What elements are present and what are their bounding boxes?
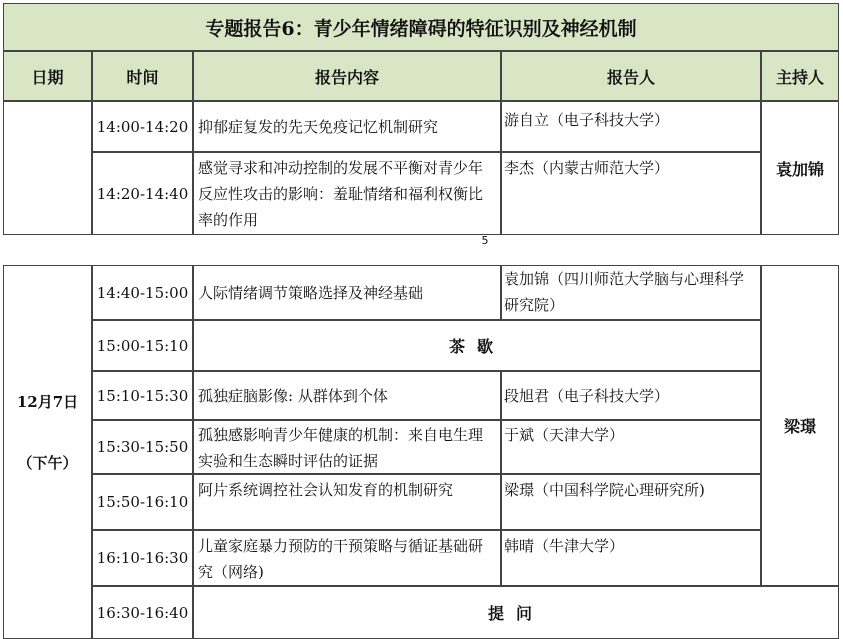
reporter: 韩晴（牛津大学） — [501, 530, 761, 586]
time-cell: 15:30-15:50 — [92, 420, 193, 474]
talk-title: 抑郁症复发的先天免疫记忆机制研究 — [193, 101, 501, 152]
talk-title: 儿童家庭暴力预防的干预策略与循证基础研究（网络) — [193, 530, 501, 586]
time-cell: 14:40-15:00 — [92, 265, 193, 320]
time-cell: 15:10-15:30 — [92, 371, 193, 420]
reporter: 李杰（内蒙古师范大学） — [501, 152, 761, 235]
talk-title: 感觉寻求和冲动控制的发展不平衡对青少年反应性攻击的影响：羞耻情绪和福利权衡比率的作用 — [193, 152, 501, 235]
page-number: 5 — [481, 234, 489, 247]
header-host: 主持人 — [761, 51, 839, 101]
time-cell: 15:50-16:10 — [92, 474, 193, 530]
header-content: 报告内容 — [193, 51, 501, 101]
host-cell: 袁加锦 — [761, 101, 839, 235]
date-label: 12月7日 — [16, 393, 79, 411]
talk-title: 孤独感影响青少年健康的机制：来自电生理实验和生态瞬时评估的证据 — [193, 420, 501, 474]
reporter: 游自立（电子科技大学） — [501, 101, 761, 152]
talk-title: 孤独症脑影像: 从群体到个体 — [193, 371, 501, 420]
date-cell — [3, 265, 92, 639]
session-title: 专题报告6：青少年情绪障碍的特征识别及神经机制 — [3, 3, 839, 51]
header-reporter: 报告人 — [501, 51, 761, 101]
header-date: 日期 — [3, 51, 92, 101]
host-cell: 梁璟 — [761, 265, 839, 586]
reporter: 梁璟（中国科学院心理研究所) — [501, 474, 761, 530]
time-cell: 14:00-14:20 — [92, 101, 193, 152]
time-cell: 14:20-14:40 — [92, 152, 193, 235]
date-cell-empty — [3, 101, 92, 235]
reporter: 袁加锦（四川师范大学脑与心理科学研究院） — [501, 265, 761, 320]
qa-session: 提问 — [193, 586, 839, 639]
reporter: 于斌（天津大学） — [501, 420, 761, 474]
time-cell: 15:00-15:10 — [92, 320, 193, 371]
time-cell: 16:10-16:30 — [92, 530, 193, 586]
reporter: 段旭君（电子科技大学） — [501, 371, 761, 420]
talk-title: 阿片系统调控社会认知发育的机制研究 — [193, 474, 501, 530]
talk-title: 人际情绪调节策略选择及神经基础 — [193, 265, 501, 320]
tea-break: 茶歇 — [193, 320, 761, 371]
date-period: （下午） — [17, 454, 78, 472]
time-cell: 16:30-16:40 — [92, 586, 193, 639]
header-time: 时间 — [92, 51, 193, 101]
